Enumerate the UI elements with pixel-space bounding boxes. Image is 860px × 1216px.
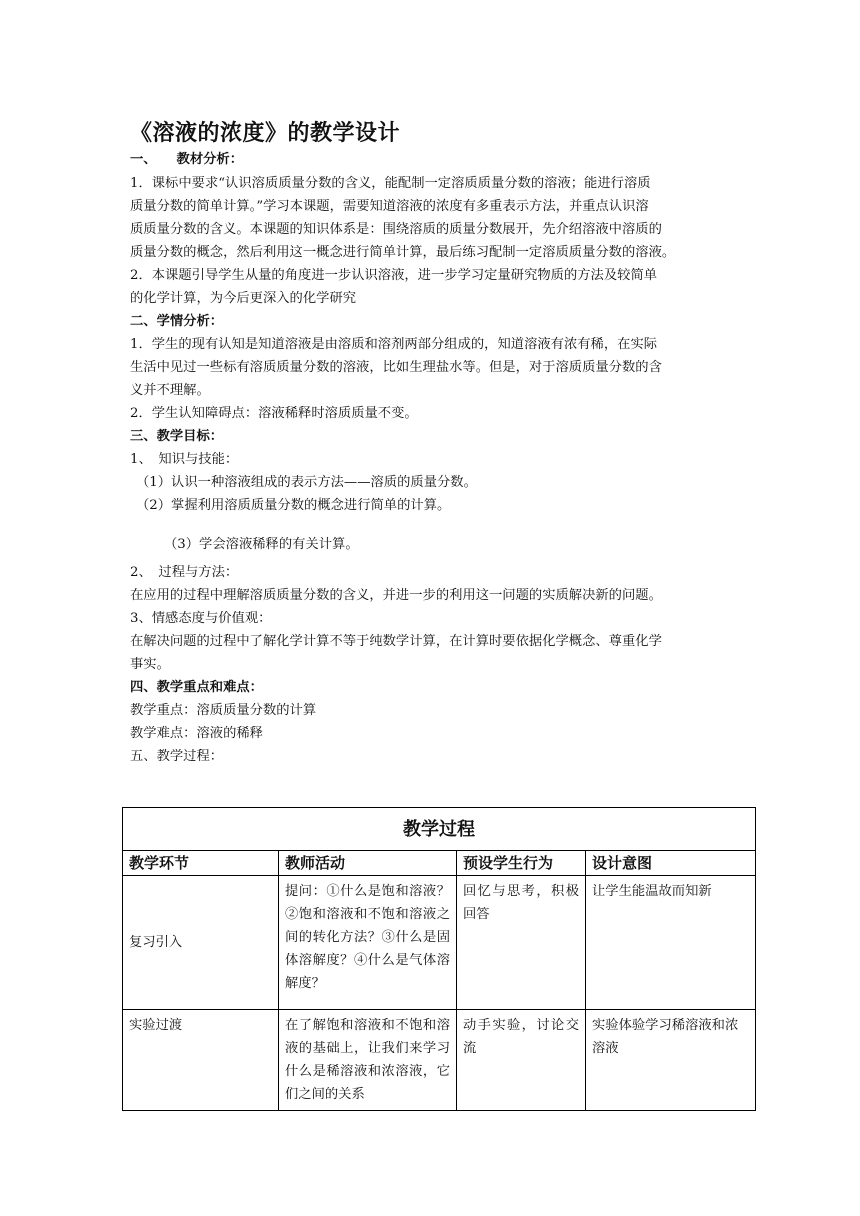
text-line: 义并不理解。 — [130, 383, 210, 398]
text-line: 3、情感态度与价值观： — [130, 611, 272, 626]
stage-cell: 实验过渡 — [123, 1010, 279, 1111]
design-intent-cell: 让学生能温故而知新 — [586, 876, 756, 1010]
design-intent-cell: 实验体验学习稀溶液和浓溶液 — [586, 1010, 756, 1111]
table-caption: 教学过程 — [123, 808, 756, 851]
text-line: 在应用的过程中理解溶质质量分数的含义，并进一步的利用这一问题的实质解决新的问题。 — [130, 588, 662, 603]
column-header: 教师活动 — [279, 851, 457, 876]
text-line: 1．课标中要求“认识溶质质量分数的含义，能配制一定溶质质量分数的溶液；能进行溶质 — [130, 176, 651, 191]
table-row — [123, 876, 756, 1010]
text-line: 1、 知识与技能： — [130, 452, 239, 467]
text-line: 质质量分数的含义。本课题的知识体系是：围绕溶质的质量分数展开，先介绍溶液中溶质的 — [130, 222, 662, 237]
section-heading-4: 四、教学重点和难点： — [130, 680, 263, 695]
text-line: （2）掌握利用溶质质量分数的概念进行简单的计算。 — [136, 498, 451, 513]
section-heading-3: 三、教学目标： — [130, 429, 224, 444]
student-behavior-cell: 回忆与思考，积极回答 — [457, 876, 586, 1010]
table-header-row — [123, 851, 756, 876]
stage-cell: 复习引入 — [123, 876, 279, 1010]
text-line: （3）学会溶液稀释的有关计算。 — [164, 537, 359, 552]
text-line: 2．学生认知障碍点：溶液稀释时溶质质量不变。 — [130, 406, 418, 421]
text-line: 2．本课题引导学生从量的角度进一步认识溶液，进一步学习定量研究物质的方法及较简单 — [130, 268, 658, 283]
section-heading-1: 一、 教材分析： — [130, 152, 244, 167]
column-header: 设计意图 — [586, 851, 756, 876]
text-line: 的化学计算，为今后更深入的化学研究 — [130, 291, 357, 306]
text-line: （1）认识一种溶液组成的表示方法——溶质的质量分数。 — [136, 475, 477, 490]
text-line: 在解决问题的过程中了解化学计算不等于纯数学计算，在计算时要依据化学概念、尊重化学 — [130, 634, 662, 649]
teacher-activity-cell: 在了解饱和溶液和不饱和溶液的基础上，让我们来学习什么是稀溶液和浓溶液，它们之间的关系 — [279, 1010, 457, 1111]
table-row — [123, 1010, 756, 1111]
document-title: 《溶液的浓度》的教学设计 — [130, 121, 401, 146]
text-line: 教学重点：溶质质量分数的计算 — [130, 703, 317, 718]
text-line: 事实。 — [130, 657, 170, 672]
text-line: 2、 过程与方法： — [130, 565, 239, 580]
student-behavior-cell: 动手实验，讨论交流 — [457, 1010, 586, 1111]
text-line: 生活中见过一些标有溶质质量分数的溶液，比如生理盐水等。但是，对于溶质质量分数的含 — [130, 360, 662, 375]
text-line: 质量分数的概念，然后利用这一概念进行简单计算，最后练习配制一定溶质质量分数的溶液。 — [130, 245, 676, 260]
text-line: 1．学生的现有认知是知道溶液是由溶质和溶剂两部分组成的，知道溶液有浓有稀，在实际 — [130, 337, 658, 352]
teaching-process-table — [122, 807, 756, 1111]
teacher-activity-cell: 提问：①什么是饱和溶液？②饱和溶液和不饱和溶液之间的转化方法？③什么是固体溶解度？④什么是气体溶解度？ — [279, 876, 457, 1010]
section-heading-2: 二、学情分析： — [130, 314, 224, 329]
text-line: 五、教学过程： — [130, 749, 224, 764]
column-header: 预设学生行为 — [457, 851, 586, 876]
text-line: 质量分数的简单计算。”学习本课题，需要知道溶液的浓度有多重表示方法，并重点认识溶 — [130, 199, 649, 214]
text-line: 教学难点：溶液的稀释 — [130, 726, 263, 741]
column-header: 教学环节 — [123, 851, 279, 876]
